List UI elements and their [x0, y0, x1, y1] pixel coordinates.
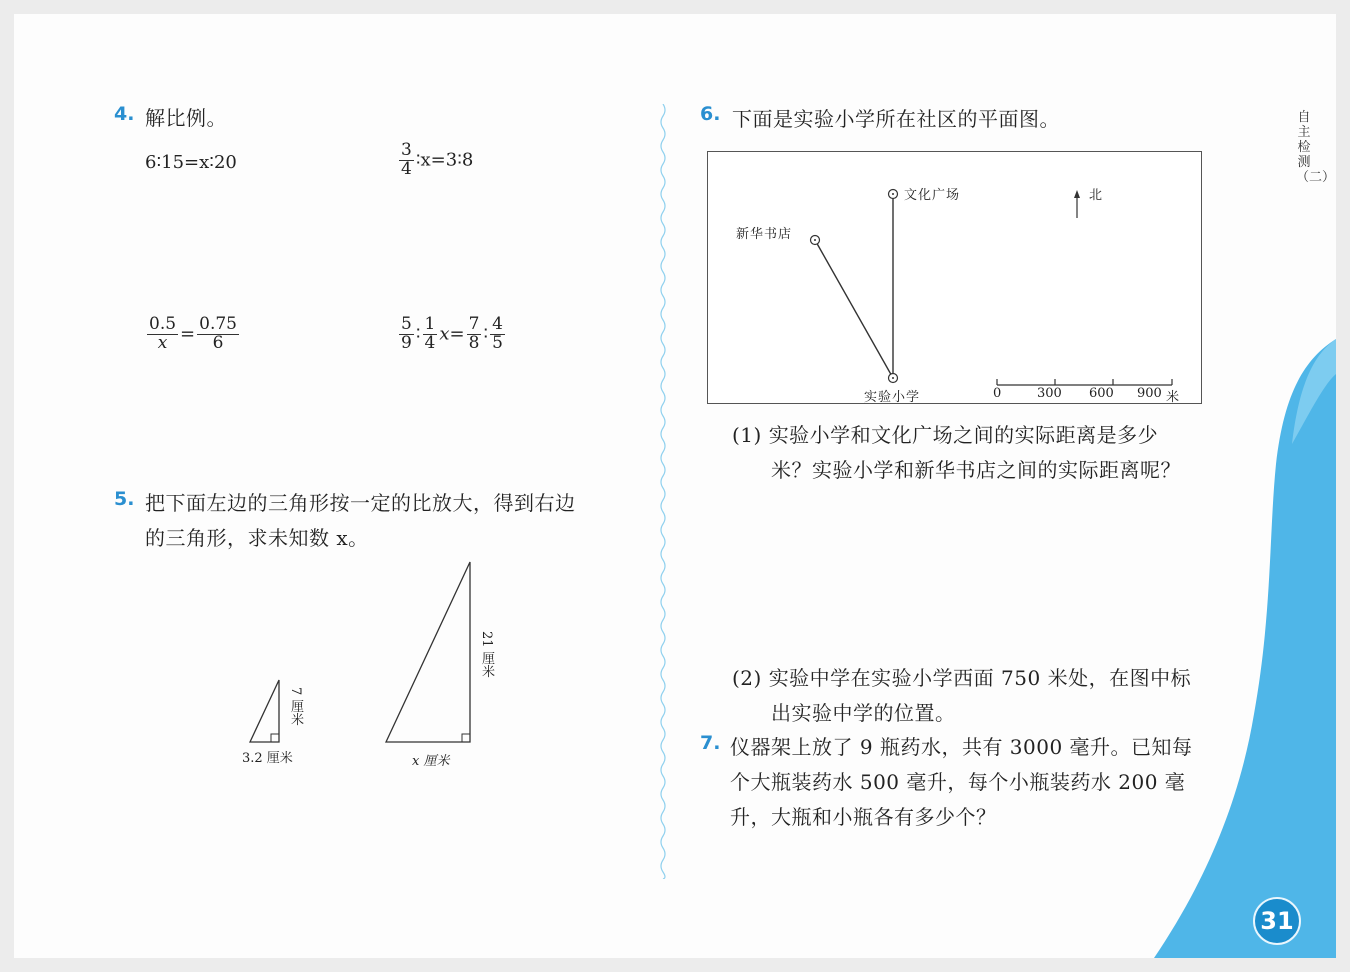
north-arrow-icon [1074, 190, 1080, 218]
q4-equation-4: $\frac{5}{9}$ ∶ $\frac{1}{4}$ x= $\frac{7}{8}$ ∶ $\frac{4}{5}$ [401, 314, 503, 353]
q6-number: 6. [700, 103, 721, 125]
q4-number: 4. [114, 103, 135, 125]
section-label-vertical: 自主检测（二） [1296, 110, 1336, 185]
fraction-right: $\frac{0.75}{6}$ [199, 314, 237, 353]
community-map [707, 151, 1202, 404]
scale-unit: 米 [1166, 390, 1180, 405]
fraction-b: $\frac{1}{4}$ [424, 314, 436, 353]
fraction-left: $\frac{0.5}{x}$ [149, 314, 177, 353]
fraction-e: $\frac{4}{5}$ [492, 314, 503, 353]
q6-sub1-line-1: (1) 实验小学和文化广场之间的实际距离是多少 [732, 423, 1159, 447]
page-number-badge: 31 [1253, 897, 1301, 945]
big-triangle [386, 562, 470, 742]
bookstore-label: 新华书店 [736, 227, 793, 242]
q7-line-3: 升，大瓶和小瓶各有多少个？ [730, 805, 997, 829]
q4-equation-1: 6∶15=x∶20 [145, 152, 237, 173]
small-triangle [250, 680, 279, 742]
bookstore-marker [811, 236, 820, 245]
q4-title: 解比例。 [145, 106, 227, 130]
big-height-label: 21 厘米 [479, 631, 494, 678]
workbook-page [14, 14, 1336, 958]
small-base-label: 3.2 厘米 [242, 751, 293, 766]
big-right-angle [462, 734, 470, 742]
q6-sub2-line-2: 出实验中学的位置。 [771, 701, 956, 725]
scale-900: 900 [1137, 386, 1162, 401]
q4-equation-3: $\frac{0.5}{x}$ = $\frac{0.75}{6}$ [149, 314, 237, 353]
q7-line-1: 仪器架上放了 9 瓶药水，共有 3000 毫升。已知每 [730, 735, 1193, 759]
fraction-c: $\frac{7}{8}$ [468, 314, 480, 353]
q4-equation-2: $\frac{3}{4}$ ∶x=3∶8 [401, 140, 474, 179]
q7-number: 7. [700, 732, 721, 754]
fraction: $\frac{3}{4}$ [401, 140, 412, 179]
north-label: 北 [1089, 188, 1104, 203]
culture-square-label: 文化广场 [904, 188, 961, 203]
triangles-figure [14, 14, 714, 958]
school-label: 实验小学 [864, 390, 921, 405]
q6-sub2-line-1: (2) 实验中学在实验小学西面 750 米处，在图中标 [732, 666, 1192, 690]
q5-line-1: 把下面左边的三角形按一定的比放大，得到右边 [145, 491, 576, 515]
q6-title: 下面是实验小学所在社区的平面图。 [732, 107, 1060, 131]
scale-0: 0 [993, 386, 1002, 401]
big-base-label: x 厘米 [412, 754, 450, 769]
q5-line-2: 的三角形，求未知数 x。 [145, 526, 369, 550]
small-right-angle [271, 734, 279, 742]
q7-line-2: 个大瓶装药水 500 毫升，每个小瓶装药水 200 毫 [730, 770, 1186, 794]
q6-sub1-line-2: 米？实验小学和新华书店之间的实际距离呢？ [771, 458, 1181, 482]
scale-600: 600 [1089, 386, 1114, 401]
scale-bar [997, 379, 1172, 385]
scale-300: 300 [1037, 386, 1062, 401]
school-marker [889, 374, 898, 383]
fraction-a: $\frac{5}{9}$ [401, 314, 412, 353]
culture-square-marker [889, 190, 898, 199]
road-school-to-bookstore [815, 240, 893, 378]
q5-number: 5. [114, 488, 135, 510]
small-height-label: 7 厘米 [288, 687, 303, 726]
